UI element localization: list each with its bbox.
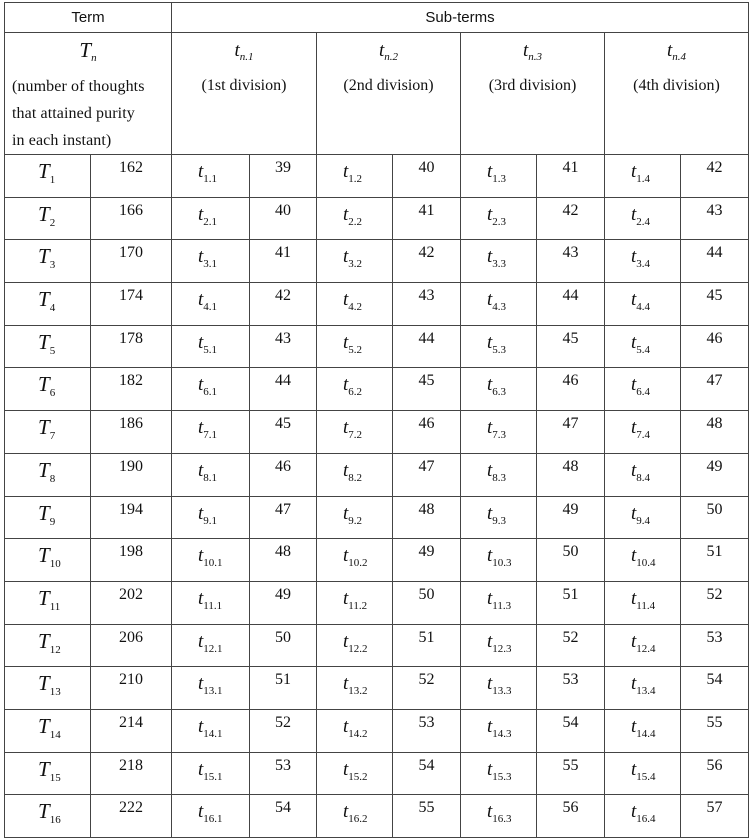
subterm-label: $t_{8.2}$ <box>317 453 393 496</box>
table-row <box>5 581 749 624</box>
subterm-value: 39 <box>250 155 317 198</box>
subterm-label: $t_{2.1}$ <box>172 197 250 240</box>
subterm-value: 46 <box>681 325 749 368</box>
subterm-value: 50 <box>250 624 317 667</box>
subterm-label: $t_{6.4}$ <box>605 368 681 411</box>
subterms-header: Sub-terms <box>172 3 749 33</box>
subterm-value: 41 <box>537 155 605 198</box>
table-row <box>5 667 749 710</box>
subterm-label: $t_{2.4}$ <box>605 197 681 240</box>
subterm-label: $t_{2.2}$ <box>317 197 393 240</box>
term-value: 218 <box>91 752 172 795</box>
term-value: 222 <box>91 795 172 838</box>
table-row <box>5 283 749 326</box>
subterm-label: $t_{5.4}$ <box>605 325 681 368</box>
term-label: $T_{15}$ <box>5 752 91 795</box>
subterm-label: $t_{15.4}$ <box>605 752 681 795</box>
subterm-label: $t_{3.3}$ <box>461 240 537 283</box>
subterm-label: $t_{11.1}$ <box>172 581 250 624</box>
subterm-label: $t_{7.2}$ <box>317 411 393 454</box>
subterm-value: 54 <box>537 709 605 752</box>
term-value: 170 <box>91 240 172 283</box>
subterm-value: 48 <box>537 453 605 496</box>
subterm-column-header-4: $t_{n.4}$ (4th division) <box>605 33 749 155</box>
subterm-label: $t_{7.1}$ <box>172 411 250 454</box>
term-label: $T_4$ <box>5 283 91 326</box>
subterm-value: 49 <box>537 496 605 539</box>
term-value: 166 <box>91 197 172 240</box>
subterm-value: 55 <box>393 795 461 838</box>
subterm-value: 48 <box>393 496 461 539</box>
subterm-value: 51 <box>537 581 605 624</box>
subterm-label: $t_{8.4}$ <box>605 453 681 496</box>
table-row <box>5 453 749 496</box>
subterm-label: $t_{11.4}$ <box>605 581 681 624</box>
subterm-value: 45 <box>393 368 461 411</box>
subterm-value: 47 <box>537 411 605 454</box>
subterm-label: $t_{8.3}$ <box>461 453 537 496</box>
term-value: 174 <box>91 283 172 326</box>
subterm-value: 43 <box>250 325 317 368</box>
term-symbol: $T_n$ <box>79 38 97 64</box>
subterm-label: $t_{4.3}$ <box>461 283 537 326</box>
subterm-value: 53 <box>250 752 317 795</box>
term-label: $T_9$ <box>5 496 91 539</box>
term-value: 198 <box>91 539 172 582</box>
subterm-label: $t_{14.3}$ <box>461 709 537 752</box>
subterm-label: $t_{16.3}$ <box>461 795 537 838</box>
subterm-value: 50 <box>681 496 749 539</box>
subterm-value: 51 <box>681 539 749 582</box>
subterm-value: 55 <box>681 709 749 752</box>
subterm-column-header-3: $t_{n.3}$ (3rd division) <box>461 33 605 155</box>
subterm-label: $t_{15.1}$ <box>172 752 250 795</box>
subterm-column-header-2: $t_{n.2}$ (2nd division) <box>317 33 461 155</box>
table-row <box>5 795 749 838</box>
subterm-label: $t_{1.1}$ <box>172 155 250 198</box>
subterm-value: 40 <box>250 197 317 240</box>
subterm-value: 44 <box>250 368 317 411</box>
table-row <box>5 240 749 283</box>
subterm-label: $t_{10.4}$ <box>605 539 681 582</box>
subterm-value: 42 <box>393 240 461 283</box>
term-value: 186 <box>91 411 172 454</box>
subterm-value: 48 <box>681 411 749 454</box>
subterm-label: $t_{1.2}$ <box>317 155 393 198</box>
subterm-value: 42 <box>537 197 605 240</box>
subterm-label: $t_{15.2}$ <box>317 752 393 795</box>
table-row <box>5 197 749 240</box>
subterm-label: $t_{16.2}$ <box>317 795 393 838</box>
subterm-label: $t_{10.1}$ <box>172 539 250 582</box>
subterm-label: $t_{1.4}$ <box>605 155 681 198</box>
subterm-label: $t_{12.1}$ <box>172 624 250 667</box>
term-column-header <box>5 33 172 155</box>
subterm-value: 53 <box>393 709 461 752</box>
term-value: 190 <box>91 453 172 496</box>
term-label: $T_{10}$ <box>5 539 91 582</box>
subterm-label: $t_{4.2}$ <box>317 283 393 326</box>
subterm-value: 43 <box>537 240 605 283</box>
subterm-value: 56 <box>537 795 605 838</box>
subterm-value: 49 <box>250 581 317 624</box>
subterm-label: $t_{11.2}$ <box>317 581 393 624</box>
term-value: 210 <box>91 667 172 710</box>
subterm-value: 54 <box>250 795 317 838</box>
subterm-label: $t_{5.1}$ <box>172 325 250 368</box>
term-label: $T_3$ <box>5 240 91 283</box>
subterm-value: 45 <box>681 283 749 326</box>
subterm-value: 46 <box>393 411 461 454</box>
subterm-value: 45 <box>537 325 605 368</box>
subterm-value: 51 <box>250 667 317 710</box>
subterm-value: 43 <box>681 197 749 240</box>
subterm-value: 49 <box>393 539 461 582</box>
subterm-column-header-1: $t_{n.1}$ (1st division) <box>172 33 317 155</box>
table-row <box>5 496 749 539</box>
column-description-row <box>5 33 749 155</box>
term-value: 162 <box>91 155 172 198</box>
term-value: 178 <box>91 325 172 368</box>
subterm-value: 47 <box>681 368 749 411</box>
subterm-label: $t_{10.2}$ <box>317 539 393 582</box>
subterm-value: 52 <box>681 581 749 624</box>
subterm-value: 55 <box>537 752 605 795</box>
table-row <box>5 155 749 198</box>
subterm-label: $t_{13.4}$ <box>605 667 681 710</box>
subterm-value: 53 <box>681 624 749 667</box>
subterm-label: $t_{4.1}$ <box>172 283 250 326</box>
subterm-label: $t_{14.1}$ <box>172 709 250 752</box>
term-value: 214 <box>91 709 172 752</box>
table-row <box>5 539 749 582</box>
subterms-table <box>4 2 749 838</box>
subterm-value: 41 <box>393 197 461 240</box>
subterm-label: $t_{9.4}$ <box>605 496 681 539</box>
table-row <box>5 624 749 667</box>
subterm-label: $t_{9.3}$ <box>461 496 537 539</box>
term-label: $T_6$ <box>5 368 91 411</box>
term-value: 206 <box>91 624 172 667</box>
subterm-value: 50 <box>537 539 605 582</box>
subterm-label: $t_{10.3}$ <box>461 539 537 582</box>
subterm-label: $t_{7.3}$ <box>461 411 537 454</box>
subterm-label: $t_{3.1}$ <box>172 240 250 283</box>
subterm-label: $t_{4.4}$ <box>605 283 681 326</box>
subterm-value: 53 <box>537 667 605 710</box>
subterm-value: 45 <box>250 411 317 454</box>
subterm-value: 46 <box>250 453 317 496</box>
subterm-value: 47 <box>393 453 461 496</box>
term-label: $T_{13}$ <box>5 667 91 710</box>
subterm-value: 46 <box>537 368 605 411</box>
subterm-label: $t_{3.4}$ <box>605 240 681 283</box>
subterm-value: 52 <box>537 624 605 667</box>
table-row <box>5 709 749 752</box>
subterm-value: 41 <box>250 240 317 283</box>
term-label: $T_{16}$ <box>5 795 91 838</box>
subterm-value: 42 <box>681 155 749 198</box>
subterm-value: 49 <box>681 453 749 496</box>
table-row <box>5 411 749 454</box>
subterm-label: $t_{3.2}$ <box>317 240 393 283</box>
term-header: Term <box>5 3 172 33</box>
subterm-value: 44 <box>537 283 605 326</box>
subterm-label: $t_{5.2}$ <box>317 325 393 368</box>
subterm-label: $t_{7.4}$ <box>605 411 681 454</box>
table-row <box>5 368 749 411</box>
subterm-value: 54 <box>393 752 461 795</box>
subterm-label: $t_{16.1}$ <box>172 795 250 838</box>
subterm-value: 52 <box>250 709 317 752</box>
subterm-value: 44 <box>393 325 461 368</box>
subterm-label: $t_{9.1}$ <box>172 496 250 539</box>
subterm-label: $t_{1.3}$ <box>461 155 537 198</box>
subterm-label: $t_{14.2}$ <box>317 709 393 752</box>
subterm-label: $t_{6.3}$ <box>461 368 537 411</box>
subterm-label: $t_{9.2}$ <box>317 496 393 539</box>
subterm-label: $t_{8.1}$ <box>172 453 250 496</box>
term-label: $T_2$ <box>5 197 91 240</box>
term-label: $T_{12}$ <box>5 624 91 667</box>
subterm-label: $t_{6.2}$ <box>317 368 393 411</box>
subterm-label: $t_{6.1}$ <box>172 368 250 411</box>
table-row <box>5 325 749 368</box>
term-value: 202 <box>91 581 172 624</box>
subterm-value: 42 <box>250 283 317 326</box>
subterm-value: 48 <box>250 539 317 582</box>
subterm-label: $t_{12.2}$ <box>317 624 393 667</box>
subterm-value: 47 <box>250 496 317 539</box>
subterm-label: $t_{13.2}$ <box>317 667 393 710</box>
subterm-label: $t_{16.4}$ <box>605 795 681 838</box>
subterm-label: $t_{5.3}$ <box>461 325 537 368</box>
term-value: 194 <box>91 496 172 539</box>
term-label: $T_1$ <box>5 155 91 198</box>
subterm-value: 51 <box>393 624 461 667</box>
subterm-label: $t_{13.1}$ <box>172 667 250 710</box>
header-row <box>5 3 749 33</box>
subterm-label: $t_{12.4}$ <box>605 624 681 667</box>
subterm-value: 52 <box>393 667 461 710</box>
term-description: (number of thoughts that attained purity in each instant) <box>12 78 145 149</box>
subterm-label: $t_{2.3}$ <box>461 197 537 240</box>
table-row <box>5 752 749 795</box>
subterm-value: 56 <box>681 752 749 795</box>
subterm-label: $t_{13.3}$ <box>461 667 537 710</box>
subterm-label: $t_{15.3}$ <box>461 752 537 795</box>
term-label: $T_7$ <box>5 411 91 454</box>
subterm-value: 50 <box>393 581 461 624</box>
term-label: $T_5$ <box>5 325 91 368</box>
term-value: 182 <box>91 368 172 411</box>
subterm-value: 43 <box>393 283 461 326</box>
subterm-value: 57 <box>681 795 749 838</box>
subterm-label: $t_{11.3}$ <box>461 581 537 624</box>
term-label: $T_8$ <box>5 453 91 496</box>
subterm-value: 40 <box>393 155 461 198</box>
subterm-value: 44 <box>681 240 749 283</box>
subterm-label: $t_{14.4}$ <box>605 709 681 752</box>
term-label: $T_{11}$ <box>5 581 91 624</box>
term-label: $T_{14}$ <box>5 709 91 752</box>
subterm-label: $t_{12.3}$ <box>461 624 537 667</box>
subterm-value: 54 <box>681 667 749 710</box>
